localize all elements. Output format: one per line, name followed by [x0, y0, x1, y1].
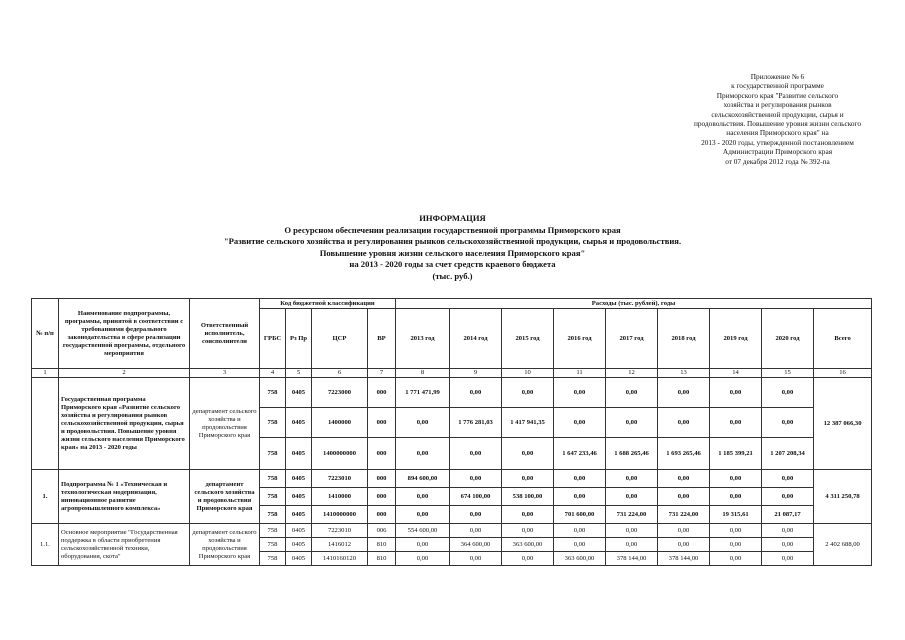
cell-value: 0,00	[606, 524, 658, 538]
cell-csr: 1410000000	[312, 506, 368, 524]
cell-grbs: 758	[260, 538, 286, 552]
table-row	[32, 524, 872, 538]
colnum: 1	[32, 369, 59, 378]
cell-csr: 1400000000	[312, 438, 368, 470]
cell-value: 0,00	[554, 538, 606, 552]
cell-value: 0,00	[396, 488, 450, 506]
colnum: 6	[312, 369, 368, 378]
colnum: 4	[260, 369, 286, 378]
table-row	[32, 378, 872, 408]
cell-csr: 1410000	[312, 488, 368, 506]
cell-value: 1 647 233,46	[554, 438, 606, 470]
appendix-note	[650, 72, 905, 166]
cell-value: 0,00	[396, 438, 450, 470]
header-year: 2016 год	[554, 309, 606, 369]
cell-rzpr: 0405	[286, 552, 312, 566]
cell-value: 0,00	[762, 552, 814, 566]
colnum: 14	[710, 369, 762, 378]
cell-value: 363 600,00	[554, 552, 606, 566]
cell-value: 0,00	[710, 552, 762, 566]
cell-value: 0,00	[502, 470, 554, 488]
cell-csr: 7223010	[312, 470, 368, 488]
cell-value: 0,00	[606, 538, 658, 552]
cell-value: 19 315,61	[710, 506, 762, 524]
cell-value: 1 776 281,03	[450, 408, 502, 438]
colnum: 7	[368, 369, 396, 378]
cell-value: 0,00	[658, 470, 710, 488]
cell-value: 0,00	[606, 378, 658, 408]
cell-csr: 1416012	[312, 538, 368, 552]
colnum: 15	[762, 369, 814, 378]
resource-table	[31, 298, 872, 566]
cell-grbs: 758	[260, 438, 286, 470]
cell-value: 0,00	[450, 552, 502, 566]
cell-value: 0,00	[502, 524, 554, 538]
cell-csr: 7223010	[312, 524, 368, 538]
cell-grbs: 758	[260, 552, 286, 566]
cell-value: 0,00	[658, 538, 710, 552]
cell-value: 0,00	[502, 438, 554, 470]
appendix-line: сельскохозяйственной продукции, сырья и	[711, 109, 844, 119]
header-vr: ВР	[368, 309, 396, 369]
cell-grbs: 758	[260, 470, 286, 488]
cell-value: 0,00	[658, 488, 710, 506]
cell-value: 0,00	[396, 538, 450, 552]
cell-value: 0,00	[554, 470, 606, 488]
cell-value: 0,00	[762, 408, 814, 438]
cell-grbs: 758	[260, 524, 286, 538]
row-name: Подпрограмма № 1 «Техническая и технологическая модернизация, инновационное развитие агропромышленного комплекса»	[59, 470, 190, 524]
row-name: Государственная программа Приморского края «Развитие сельского хозяйства и регулирования рынков сельскохозяйственной продукции, сырья и продовольствия. Повышение уровня жизни сельского населения Приморского края» на 2013 - 2020 годы	[59, 378, 190, 470]
cell-value: 378 144,00	[658, 552, 710, 566]
cell-value: 0,00	[606, 488, 658, 506]
cell-grbs: 758	[260, 506, 286, 524]
cell-vr: 000	[368, 378, 396, 408]
colnum: 16	[814, 369, 872, 378]
cell-value: 21 087,17	[762, 506, 814, 524]
cell-value: 0,00	[554, 488, 606, 506]
cell-rzpr: 0405	[286, 470, 312, 488]
header-year: 2017 год	[606, 309, 658, 369]
cell-value: 0,00	[762, 524, 814, 538]
row-num	[32, 378, 59, 470]
cell-rzpr: 0405	[286, 488, 312, 506]
cell-value: 0,00	[554, 524, 606, 538]
cell-vr: 000	[368, 470, 396, 488]
cell-vr: 000	[368, 438, 396, 470]
cell-value: 0,00	[396, 552, 450, 566]
appendix-line: продовольствия. Повышение уровня жизни сельского	[693, 119, 862, 129]
cell-value: 0,00	[658, 524, 710, 538]
colnum: 11	[554, 369, 606, 378]
cell-value: 0,00	[762, 378, 814, 408]
row-num: 1.	[32, 470, 59, 524]
colnum: 13	[658, 369, 710, 378]
header-year: 2014 год	[450, 309, 502, 369]
cell-value: 1 207 208,34	[762, 438, 814, 470]
cell-value: 0,00	[710, 378, 762, 408]
cell-vr: 000	[368, 506, 396, 524]
row-total: 4 311 250,78	[814, 470, 872, 524]
cell-value: 0,00	[710, 408, 762, 438]
title-line: (тыс. руб.)	[432, 270, 473, 281]
cell-grbs: 758	[260, 488, 286, 506]
cell-value: 1 693 265,46	[658, 438, 710, 470]
cell-vr: 000	[368, 408, 396, 438]
cell-value: 674 100,00	[450, 488, 502, 506]
header-name: Наименование подпрограммы, программы, принятой в соответствии с требованиями федерального законодательства в сфере реализации государственной программы, отдельного мероприятия	[59, 299, 190, 369]
row-total: 2 402 688,00	[814, 524, 872, 566]
colnum: 3	[190, 369, 260, 378]
cell-value: 0,00	[450, 506, 502, 524]
colnum: 5	[286, 369, 312, 378]
cell-value: 0,00	[450, 470, 502, 488]
cell-vr: 810	[368, 538, 396, 552]
header-year: 2018 год	[658, 309, 710, 369]
cell-vr: 810	[368, 552, 396, 566]
cell-value: 0,00	[606, 470, 658, 488]
cell-csr: 1400000	[312, 408, 368, 438]
title-line: Повышение уровня жизни сельского населения Приморского края"	[319, 247, 586, 258]
cell-value: 0,00	[710, 488, 762, 506]
appendix-line: Администрации Приморского края	[722, 147, 833, 157]
cell-value: 1 771 471,99	[396, 378, 450, 408]
cell-value: 0,00	[710, 470, 762, 488]
cell-value: 0,00	[606, 408, 658, 438]
title-line: ИНФОРМАЦИЯ	[419, 213, 486, 223]
cell-value: 0,00	[450, 378, 502, 408]
cell-value: 0,00	[554, 378, 606, 408]
header-num: № п/п	[32, 299, 59, 369]
cell-value: 0,00	[658, 378, 710, 408]
cell-value: 0,00	[762, 470, 814, 488]
cell-value: 0,00	[658, 408, 710, 438]
title-line: на 2013 - 2020 годы за счет средств краевого бюджета	[349, 259, 556, 270]
cell-value: 363 600,00	[502, 538, 554, 552]
appendix-line: Приморского края "Развитие сельского	[716, 90, 839, 100]
row-name: Основное мероприятие "Государственная поддержка в области приобретения сельскохозяйственной техники, оборудования, скота"	[59, 524, 190, 566]
appendix-line: к государственной программе	[731, 81, 824, 91]
cell-grbs: 758	[260, 408, 286, 438]
appendix-line: населения Приморского края" на	[726, 128, 829, 138]
cell-value: 1 688 265,46	[606, 438, 658, 470]
cell-rzpr: 0405	[286, 538, 312, 552]
cell-value: 0,00	[502, 506, 554, 524]
cell-value: 378 144,00	[606, 552, 658, 566]
cell-value: 701 600,00	[554, 506, 606, 524]
cell-value: 0,00	[554, 408, 606, 438]
colnum: 10	[502, 369, 554, 378]
row-total: 12 387 066,30	[814, 378, 872, 470]
colnum: 2	[59, 369, 190, 378]
cell-value: 0,00	[450, 438, 502, 470]
header-code-group: Код бюджетной классификации	[260, 299, 396, 309]
cell-value: 1 185 399,21	[710, 438, 762, 470]
header-executor: Ответственный исполнитель, соисполнители	[190, 299, 260, 369]
cell-csr: 7223000	[312, 378, 368, 408]
title-line: О ресурсном обеспечении реализации государственной программы Приморского края	[284, 224, 621, 235]
header-year: 2020 год	[762, 309, 814, 369]
header-expenses-group: Расходы (тыс. рублей), годы	[396, 299, 872, 309]
colnum: 8	[396, 369, 450, 378]
cell-value: 0,00	[710, 538, 762, 552]
cell-rzpr: 0405	[286, 408, 312, 438]
document-title	[0, 213, 905, 283]
cell-csr: 1410160120	[312, 552, 368, 566]
appendix-line: Приложение № 6	[750, 72, 805, 81]
row-executor: департамент сельского хозяйства и продовольствия Приморского края	[190, 524, 260, 566]
cell-value: 554 600,00	[396, 524, 450, 538]
header-year: 2013 год	[396, 309, 450, 369]
cell-value: 894 600,00	[396, 470, 450, 488]
header-csr: ЦСР	[312, 309, 368, 369]
cell-value: 0,00	[710, 524, 762, 538]
cell-value: 1 417 941,35	[502, 408, 554, 438]
cell-value: 0,00	[762, 488, 814, 506]
appendix-line: 2013 - 2020 годы, утвержденной постановлением	[701, 137, 854, 147]
table-row	[32, 470, 872, 488]
cell-rzpr: 0405	[286, 506, 312, 524]
cell-value: 0,00	[762, 538, 814, 552]
cell-rzpr: 0405	[286, 378, 312, 408]
row-executor: департамент сельского хозяйства и продовольствия Приморского края	[190, 470, 260, 524]
cell-value: 0,00	[502, 378, 554, 408]
cell-value: 731 224,00	[606, 506, 658, 524]
row-executor: департамент сельского хозяйства и продовольствия Приморского края	[190, 378, 260, 470]
colnum: 12	[606, 369, 658, 378]
header-year: 2019 год	[710, 309, 762, 369]
header-year: 2015 год	[502, 309, 554, 369]
cell-value: 0,00	[396, 506, 450, 524]
cell-value: 731 224,00	[658, 506, 710, 524]
cell-rzpr: 0405	[286, 438, 312, 470]
cell-value: 0,00	[502, 552, 554, 566]
title-line: "Развитие сельского хозяйства и регулирования рынков сельскохозяйственной продукции, сырья и продовольствия.	[223, 236, 682, 247]
cell-vr: 006	[368, 524, 396, 538]
appendix-line: от 07 декабря 2012 года № 392-па	[725, 156, 830, 166]
header-rzpr: Рз Пр	[286, 309, 312, 369]
cell-grbs: 758	[260, 378, 286, 408]
row-num: 1.1.	[32, 524, 59, 566]
header-grbs: ГРБС	[260, 309, 286, 369]
cell-value: 538 100,00	[502, 488, 554, 506]
cell-value: 0,00	[450, 524, 502, 538]
cell-value: 364 600,00	[450, 538, 502, 552]
header-total: Всего	[814, 309, 872, 369]
appendix-line: хозяйства и регулирования рынков	[723, 100, 832, 110]
cell-value: 0,00	[396, 408, 450, 438]
cell-vr: 000	[368, 488, 396, 506]
cell-rzpr: 0405	[286, 524, 312, 538]
colnum: 9	[450, 369, 502, 378]
